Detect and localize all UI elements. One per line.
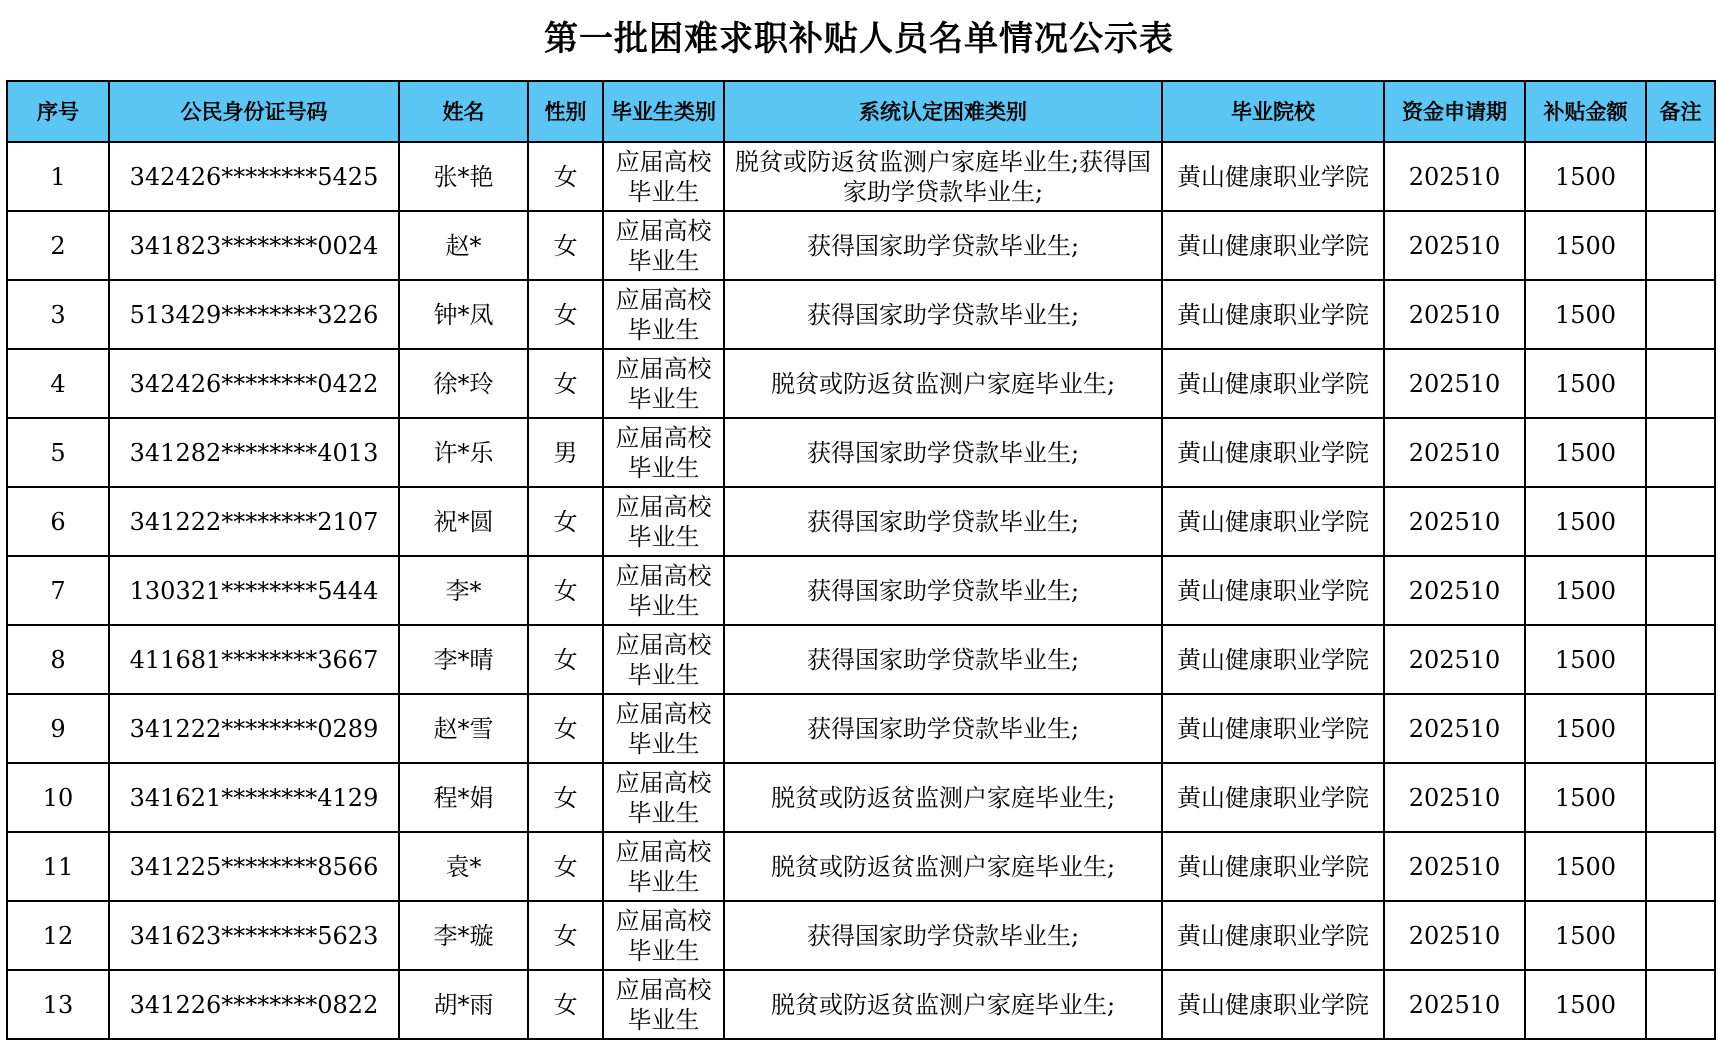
- gender-cell: 女: [528, 901, 603, 970]
- amount-cell: 1500: [1525, 556, 1646, 625]
- difficulty-type-cell: 获得国家助学贷款毕业生;: [724, 211, 1162, 280]
- amount-cell: 1500: [1525, 487, 1646, 556]
- difficulty-type-cell: 脱贫或防返贫监测户家庭毕业生;: [724, 832, 1162, 901]
- table-row: [7, 349, 1715, 418]
- serial-cell: 10: [7, 763, 109, 832]
- serial-cell: 5: [7, 418, 109, 487]
- period-cell: 202510: [1384, 487, 1525, 556]
- col-header-id-number: 公民身份证号码: [109, 81, 399, 142]
- id-number-cell: 341623********5623: [109, 901, 399, 970]
- name-cell: 胡*雨: [399, 970, 528, 1039]
- id-number-cell: 341222********0289: [109, 694, 399, 763]
- page-title: 第一批困难求职补贴人员名单情况公示表: [544, 19, 1174, 59]
- table-row: [7, 418, 1715, 487]
- name-cell: 徐*玲: [399, 349, 528, 418]
- name-cell: 许*乐: [399, 418, 528, 487]
- graduate-category-cell: 应届高校毕业生: [603, 211, 724, 280]
- table-row: [7, 694, 1715, 763]
- difficulty-type-cell: 脱贫或防返贫监测户家庭毕业生;: [724, 970, 1162, 1039]
- amount-cell: 1500: [1525, 280, 1646, 349]
- remark-cell: [1646, 211, 1715, 280]
- gender-cell: 女: [528, 349, 603, 418]
- serial-cell: 13: [7, 970, 109, 1039]
- id-number-cell: 342426********0422: [109, 349, 399, 418]
- amount-cell: 1500: [1525, 970, 1646, 1039]
- serial-cell: 2: [7, 211, 109, 280]
- gender-cell: 女: [528, 280, 603, 349]
- table-row: [7, 487, 1715, 556]
- graduate-category-cell: 应届高校毕业生: [603, 280, 724, 349]
- header-row: [7, 81, 1715, 142]
- school-cell: 黄山健康职业学院: [1162, 487, 1384, 556]
- school-cell: 黄山健康职业学院: [1162, 280, 1384, 349]
- serial-cell: 9: [7, 694, 109, 763]
- id-number-cell: 342426********5425: [109, 142, 399, 211]
- remark-cell: [1646, 349, 1715, 418]
- id-number-cell: 513429********3226: [109, 280, 399, 349]
- difficulty-type-cell: 获得国家助学贷款毕业生;: [724, 694, 1162, 763]
- amount-cell: 1500: [1525, 349, 1646, 418]
- graduate-category-cell: 应届高校毕业生: [603, 763, 724, 832]
- school-cell: 黄山健康职业学院: [1162, 142, 1384, 211]
- difficulty-type-cell: 获得国家助学贷款毕业生;: [724, 280, 1162, 349]
- gender-cell: 女: [528, 142, 603, 211]
- col-header-gender: 性别: [528, 81, 603, 142]
- table-row: [7, 901, 1715, 970]
- period-cell: 202510: [1384, 625, 1525, 694]
- graduate-category-cell: 应届高校毕业生: [603, 694, 724, 763]
- serial-cell: 4: [7, 349, 109, 418]
- school-cell: 黄山健康职业学院: [1162, 970, 1384, 1039]
- table-row: [7, 142, 1715, 211]
- table-row: [7, 625, 1715, 694]
- period-cell: 202510: [1384, 349, 1525, 418]
- period-cell: 202510: [1384, 556, 1525, 625]
- id-number-cell: 341225********8566: [109, 832, 399, 901]
- difficulty-type-cell: 获得国家助学贷款毕业生;: [724, 418, 1162, 487]
- roster-table: [6, 80, 1716, 1040]
- serial-cell: 8: [7, 625, 109, 694]
- remark-cell: [1646, 487, 1715, 556]
- gender-cell: 女: [528, 763, 603, 832]
- id-number-cell: 341222********2107: [109, 487, 399, 556]
- name-cell: 程*娟: [399, 763, 528, 832]
- col-header-amount: 补贴金额: [1525, 81, 1646, 142]
- graduate-category-cell: 应届高校毕业生: [603, 142, 724, 211]
- gender-cell: 女: [528, 211, 603, 280]
- serial-cell: 3: [7, 280, 109, 349]
- amount-cell: 1500: [1525, 211, 1646, 280]
- graduate-category-cell: 应届高校毕业生: [603, 487, 724, 556]
- serial-cell: 11: [7, 832, 109, 901]
- name-cell: 赵*: [399, 211, 528, 280]
- gender-cell: 女: [528, 970, 603, 1039]
- id-number-cell: 341226********0822: [109, 970, 399, 1039]
- serial-cell: 7: [7, 556, 109, 625]
- remark-cell: [1646, 832, 1715, 901]
- serial-cell: 6: [7, 487, 109, 556]
- school-cell: 黄山健康职业学院: [1162, 556, 1384, 625]
- col-header-remark: 备注: [1646, 81, 1715, 142]
- id-number-cell: 341282********4013: [109, 418, 399, 487]
- period-cell: 202510: [1384, 418, 1525, 487]
- table-row: [7, 556, 1715, 625]
- difficulty-type-cell: 获得国家助学贷款毕业生;: [724, 901, 1162, 970]
- name-cell: 祝*圆: [399, 487, 528, 556]
- name-cell: 袁*: [399, 832, 528, 901]
- serial-cell: 1: [7, 142, 109, 211]
- id-number-cell: 341621********4129: [109, 763, 399, 832]
- gender-cell: 男: [528, 418, 603, 487]
- difficulty-type-cell: 脱贫或防返贫监测户家庭毕业生;: [724, 349, 1162, 418]
- table-row: [7, 832, 1715, 901]
- school-cell: 黄山健康职业学院: [1162, 211, 1384, 280]
- school-cell: 黄山健康职业学院: [1162, 763, 1384, 832]
- period-cell: 202510: [1384, 694, 1525, 763]
- difficulty-type-cell: 获得国家助学贷款毕业生;: [724, 487, 1162, 556]
- id-number-cell: 411681********3667: [109, 625, 399, 694]
- gender-cell: 女: [528, 832, 603, 901]
- remark-cell: [1646, 970, 1715, 1039]
- period-cell: 202510: [1384, 763, 1525, 832]
- period-cell: 202510: [1384, 901, 1525, 970]
- remark-cell: [1646, 280, 1715, 349]
- id-number-cell: 341823********0024: [109, 211, 399, 280]
- remark-cell: [1646, 901, 1715, 970]
- table-row: [7, 280, 1715, 349]
- graduate-category-cell: 应届高校毕业生: [603, 418, 724, 487]
- graduate-category-cell: 应届高校毕业生: [603, 556, 724, 625]
- amount-cell: 1500: [1525, 694, 1646, 763]
- name-cell: 李*: [399, 556, 528, 625]
- difficulty-type-cell: 脱贫或防返贫监测户家庭毕业生;: [724, 763, 1162, 832]
- graduate-category-cell: 应届高校毕业生: [603, 970, 724, 1039]
- difficulty-type-cell: 获得国家助学贷款毕业生;: [724, 556, 1162, 625]
- name-cell: 钟*凤: [399, 280, 528, 349]
- col-header-difficulty-type: 系统认定困难类别: [724, 81, 1162, 142]
- name-cell: 张*艳: [399, 142, 528, 211]
- graduate-category-cell: 应届高校毕业生: [603, 625, 724, 694]
- col-header-school: 毕业院校: [1162, 81, 1384, 142]
- table-body: [7, 142, 1715, 1039]
- school-cell: 黄山健康职业学院: [1162, 694, 1384, 763]
- table-row: [7, 763, 1715, 832]
- remark-cell: [1646, 763, 1715, 832]
- school-cell: 黄山健康职业学院: [1162, 832, 1384, 901]
- gender-cell: 女: [528, 694, 603, 763]
- remark-cell: [1646, 694, 1715, 763]
- remark-cell: [1646, 418, 1715, 487]
- period-cell: 202510: [1384, 280, 1525, 349]
- id-number-cell: 130321********5444: [109, 556, 399, 625]
- period-cell: 202510: [1384, 142, 1525, 211]
- amount-cell: 1500: [1525, 901, 1646, 970]
- school-cell: 黄山健康职业学院: [1162, 418, 1384, 487]
- table-header: [7, 81, 1715, 142]
- amount-cell: 1500: [1525, 625, 1646, 694]
- school-cell: 黄山健康职业学院: [1162, 901, 1384, 970]
- table-row: [7, 970, 1715, 1039]
- name-cell: 李*璇: [399, 901, 528, 970]
- remark-cell: [1646, 556, 1715, 625]
- period-cell: 202510: [1384, 970, 1525, 1039]
- amount-cell: 1500: [1525, 832, 1646, 901]
- name-cell: 赵*雪: [399, 694, 528, 763]
- table-row: [7, 211, 1715, 280]
- serial-cell: 12: [7, 901, 109, 970]
- col-header-graduate-category: 毕业生类别: [603, 81, 724, 142]
- school-cell: 黄山健康职业学院: [1162, 349, 1384, 418]
- amount-cell: 1500: [1525, 763, 1646, 832]
- difficulty-type-cell: 脱贫或防返贫监测户家庭毕业生;获得国家助学贷款毕业生;: [724, 142, 1162, 211]
- graduate-category-cell: 应届高校毕业生: [603, 832, 724, 901]
- gender-cell: 女: [528, 556, 603, 625]
- col-header-period: 资金申请期: [1384, 81, 1525, 142]
- col-header-name: 姓名: [399, 81, 528, 142]
- school-cell: 黄山健康职业学院: [1162, 625, 1384, 694]
- period-cell: 202510: [1384, 832, 1525, 901]
- amount-cell: 1500: [1525, 142, 1646, 211]
- difficulty-type-cell: 获得国家助学贷款毕业生;: [724, 625, 1162, 694]
- period-cell: 202510: [1384, 211, 1525, 280]
- col-header-serial: 序号: [7, 81, 109, 142]
- gender-cell: 女: [528, 487, 603, 556]
- amount-cell: 1500: [1525, 418, 1646, 487]
- graduate-category-cell: 应届高校毕业生: [603, 901, 724, 970]
- remark-cell: [1646, 142, 1715, 211]
- name-cell: 李*晴: [399, 625, 528, 694]
- remark-cell: [1646, 625, 1715, 694]
- gender-cell: 女: [528, 625, 603, 694]
- graduate-category-cell: 应届高校毕业生: [603, 349, 724, 418]
